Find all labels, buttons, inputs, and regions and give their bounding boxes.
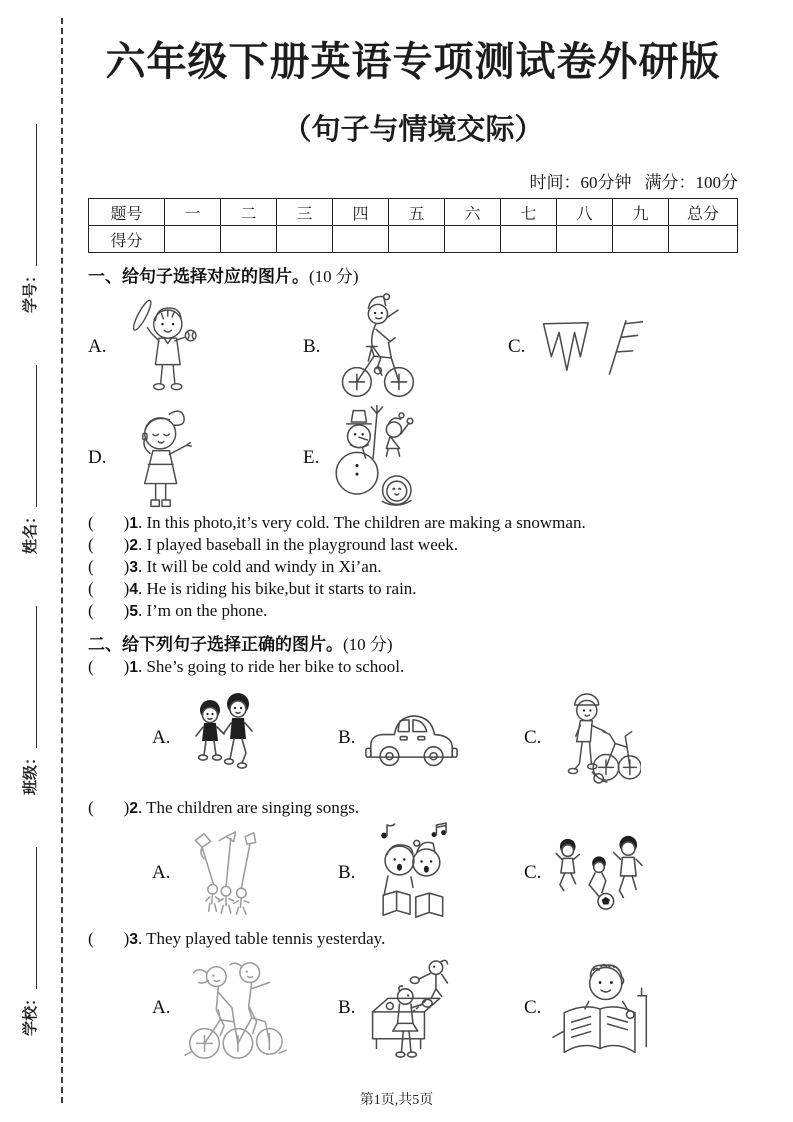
score-cell — [333, 226, 389, 253]
option-C: C. — [508, 316, 651, 378]
score-cell — [501, 226, 557, 253]
student-number-field — [19, 124, 40, 313]
class-label: 班级： — [21, 749, 39, 795]
score-cell — [221, 226, 277, 253]
s1-question-4: ( )4. He is riding his bike,but it starts to rain. — [88, 579, 417, 598]
score-table-header-row — [89, 199, 738, 226]
girl-with-bicycle-icon — [549, 683, 641, 793]
s2-q2-option-C: C. — [524, 832, 647, 914]
student-info-strip — [8, 0, 50, 1122]
school-label: 学校： — [21, 990, 39, 1036]
s2-q1-options-row — [88, 683, 738, 793]
boy-reading-book-icon — [549, 958, 653, 1058]
header-cell: 三 — [277, 199, 333, 226]
s2-q3-option-B: B. — [338, 954, 524, 1062]
boy-playing-baseball-icon — [114, 295, 218, 399]
header-cell: 题号 — [89, 199, 165, 226]
section1-options-row1 — [88, 291, 738, 403]
s1-question-1: ( )1. In this photo,it’s very cold. The children are making a snowman. — [88, 513, 586, 532]
score-cell — [613, 226, 669, 253]
header-cell: 九 — [613, 199, 669, 226]
s2-q3-option-C: C. — [524, 958, 653, 1058]
s1-question-2: ( )2. I played baseball in the playground last week. — [88, 535, 459, 554]
option-A: A. — [88, 295, 303, 399]
score-table — [88, 198, 738, 253]
header-cell: 四 — [333, 199, 389, 226]
s2-q3-option-A: A. — [152, 953, 338, 1063]
s2-question-1: ( )1. She’s going to ride her bike to school. — [88, 657, 405, 676]
section2-heading: 二、给下列句子选择正确的图片。(10 分) — [88, 635, 393, 654]
girl-on-phone-icon — [114, 406, 210, 510]
score-cell — [669, 226, 738, 253]
name-field — [19, 365, 40, 554]
s2-q1-option-B: B. — [338, 706, 524, 770]
school-blank-line — [22, 847, 37, 989]
children-riding-bikes-icon — [178, 953, 290, 1063]
page-title: 六年级下册英语专项测试卷外研版 — [105, 39, 721, 84]
children-playing-football-icon — [549, 832, 647, 914]
exam-meta — [88, 168, 738, 193]
header-cell: 七 — [501, 199, 557, 226]
windy-flag-doodle-icon — [533, 316, 651, 378]
children-playing-table-tennis-icon — [363, 954, 459, 1062]
score-cell — [165, 226, 221, 253]
score-cell — [445, 226, 501, 253]
child-riding-bicycle-icon — [328, 291, 424, 403]
name-blank-line — [22, 365, 37, 507]
header-cell: 一 — [165, 199, 221, 226]
children-singing-icon — [363, 822, 459, 924]
s2-q2-option-A: A. — [152, 829, 338, 917]
page-footer: 第1页,共5页 — [359, 1093, 434, 1108]
full-score: 满分：100分 — [644, 173, 738, 192]
s2-q1-option-A: A. — [152, 689, 338, 787]
header-cell: 八 — [557, 199, 613, 226]
s2-q2-options-row — [88, 822, 738, 924]
s2-q3-options-row — [88, 953, 738, 1063]
name-label: 姓名： — [21, 508, 39, 554]
student-number-blank-line — [22, 124, 37, 266]
header-cell: 二 — [221, 199, 277, 226]
score-cell — [557, 226, 613, 253]
score-row-label: 得分 — [89, 226, 165, 253]
header-cell: 六 — [445, 199, 501, 226]
seal-dashed-line — [61, 18, 63, 1103]
student-number-label: 学号： — [21, 267, 39, 313]
children-walking-icon — [178, 689, 278, 787]
class-field — [19, 606, 40, 795]
page-subtitle: （句子与情境交际） — [282, 114, 544, 146]
school-field — [19, 847, 40, 1036]
section1-heading: 一、给句子选择对应的图片。(10 分) — [88, 267, 359, 286]
s2-question-3: ( )3. They played table tennis yesterday. — [88, 929, 386, 948]
header-cell: 总分 — [669, 199, 738, 226]
score-table-score-row — [89, 226, 738, 253]
time-limit: 时间：60分钟 — [529, 173, 632, 192]
s1-question-5: ( )5. I’m on the phone. — [88, 601, 268, 620]
option-E: E. — [303, 405, 508, 511]
paper-content — [88, 20, 738, 1063]
s2-question-2: ( )2. The children are singing songs. — [88, 798, 360, 817]
section1-options-row2 — [88, 405, 738, 511]
class-blank-line — [22, 606, 37, 748]
s2-q1-option-C: C. — [524, 683, 641, 793]
children-flying-kites-icon — [178, 829, 274, 917]
header-cell: 五 — [389, 199, 445, 226]
option-D: D. — [88, 406, 303, 510]
car-icon — [363, 706, 461, 770]
score-cell — [277, 226, 333, 253]
s2-q2-option-B: B. — [338, 822, 524, 924]
children-making-snowman-icon — [327, 405, 423, 511]
option-B: B. — [303, 291, 508, 403]
s1-question-3: ( )3. It will be cold and windy in Xi’an. — [88, 557, 382, 576]
score-cell — [389, 226, 445, 253]
